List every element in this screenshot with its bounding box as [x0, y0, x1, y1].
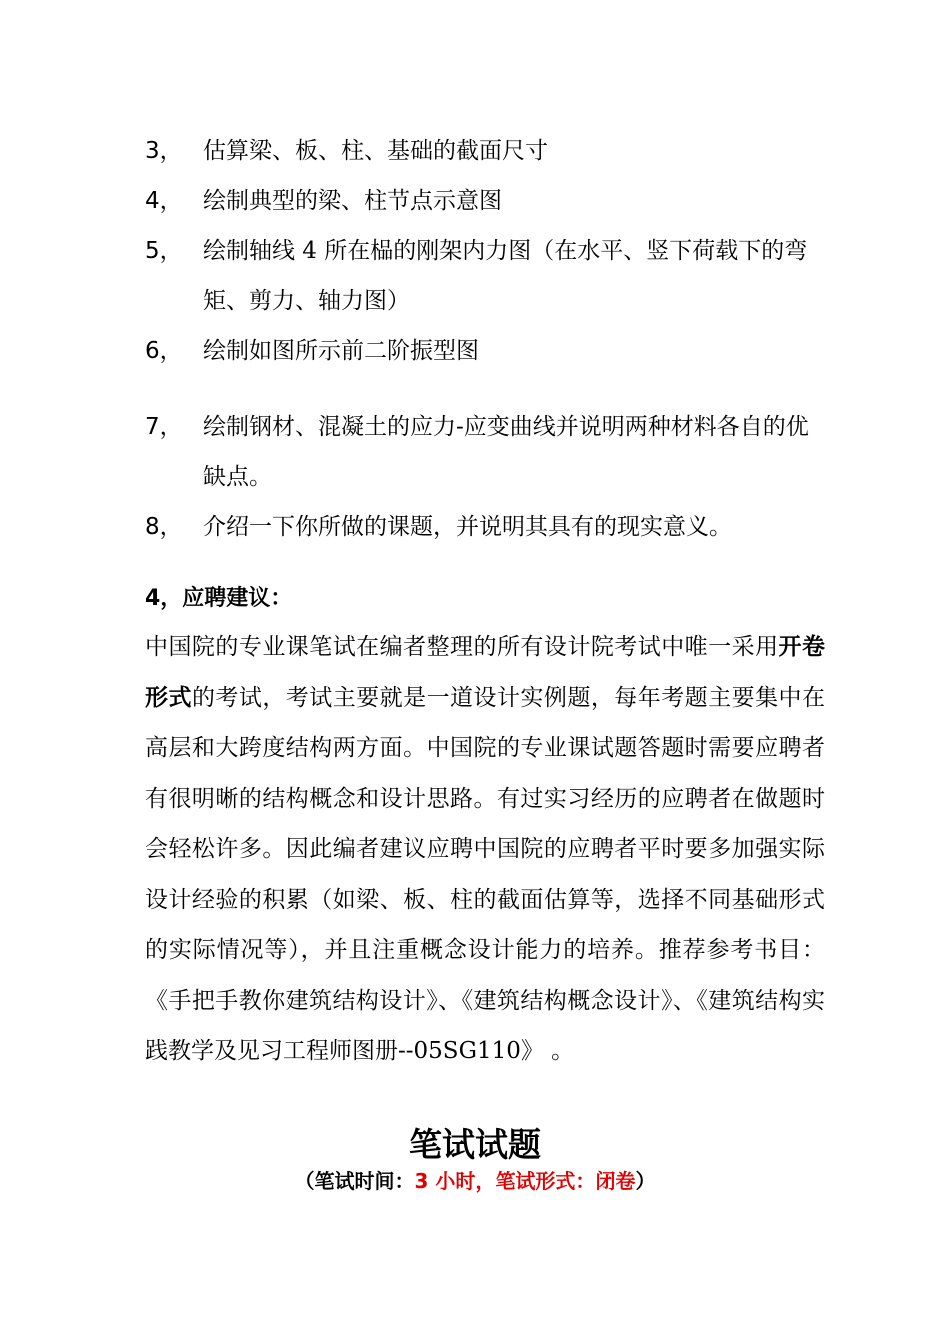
exam-format: 闭卷 — [595, 1169, 636, 1193]
list-item-text: 绘制轴线 4 所在榀的刚架内力图（在水平、竖下荷载下的弯矩、剪力、轴力图） — [203, 238, 808, 314]
question-list — [145, 126, 825, 552]
list-item-number: 5， — [145, 238, 183, 264]
advice-paragraph — [145, 622, 825, 1077]
list-item-number: 7， — [145, 414, 183, 440]
list-item — [145, 126, 825, 176]
exam-format-label: 笔试形式： — [495, 1169, 596, 1193]
list-item-number: 3， — [145, 138, 183, 164]
list-item — [145, 502, 825, 552]
list-item-text: 估算梁、板、柱、基础的截面尺寸 — [203, 138, 548, 164]
exam-subtitle-open: （笔试时间： — [294, 1169, 415, 1193]
exam-subtitle-close: ） — [635, 1169, 656, 1193]
list-item-text: 绘制典型的梁、柱节点示意图 — [203, 188, 502, 214]
list-item — [145, 226, 825, 326]
list-item — [145, 176, 825, 226]
exam-duration: 3 小时， — [414, 1169, 496, 1193]
list-item-number: 6， — [145, 338, 183, 364]
section-heading: 4，应聘建议： — [145, 586, 293, 611]
list-item-text: 介绍一下你所做的课题，并说明其具有的现实意义。 — [203, 514, 732, 540]
exam-title: 笔试试题 — [409, 1125, 541, 1164]
list-item-text: 绘制如图所示前二阶振型图 — [203, 338, 479, 364]
paragraph-emphasis: 开卷形式 — [145, 634, 826, 711]
list-item-number: 4， — [145, 188, 183, 214]
list-item-text: 绘制钢材、混凝土的应力-应变曲线并说明两种材料各自的优缺点。 — [203, 414, 809, 490]
list-item — [145, 402, 825, 502]
list-item — [145, 326, 825, 376]
paragraph-text: 中国院的专业课笔试在编者整理的所有设计院考试中唯一采用 — [145, 634, 779, 660]
paragraph-text: 的考试，考试主要就是一道设计实例题，每年考题主要集中在高层和大跨度结构两方面。中国院的专业课试题答题时需要应聘者有很明晰的结构概念和设计思路。有过实习经历的应聘者在做题时会轻松许多。因此编者建议应聘中国院的应聘者平时要多加强实际设计经验的积累（如梁、板、柱的截面估算等，选择不同基础形式的实际情况等），并且注重概念设计能力的培养。推荐参考书目：《手把手教你建筑结构设计》、《建筑结构概念设计》、《建筑结构实践教学及见习工程师图册--05SG110》 。 — [145, 684, 826, 1064]
list-item-number: 8， — [145, 514, 183, 540]
exam-subtitle — [0, 1163, 950, 1199]
